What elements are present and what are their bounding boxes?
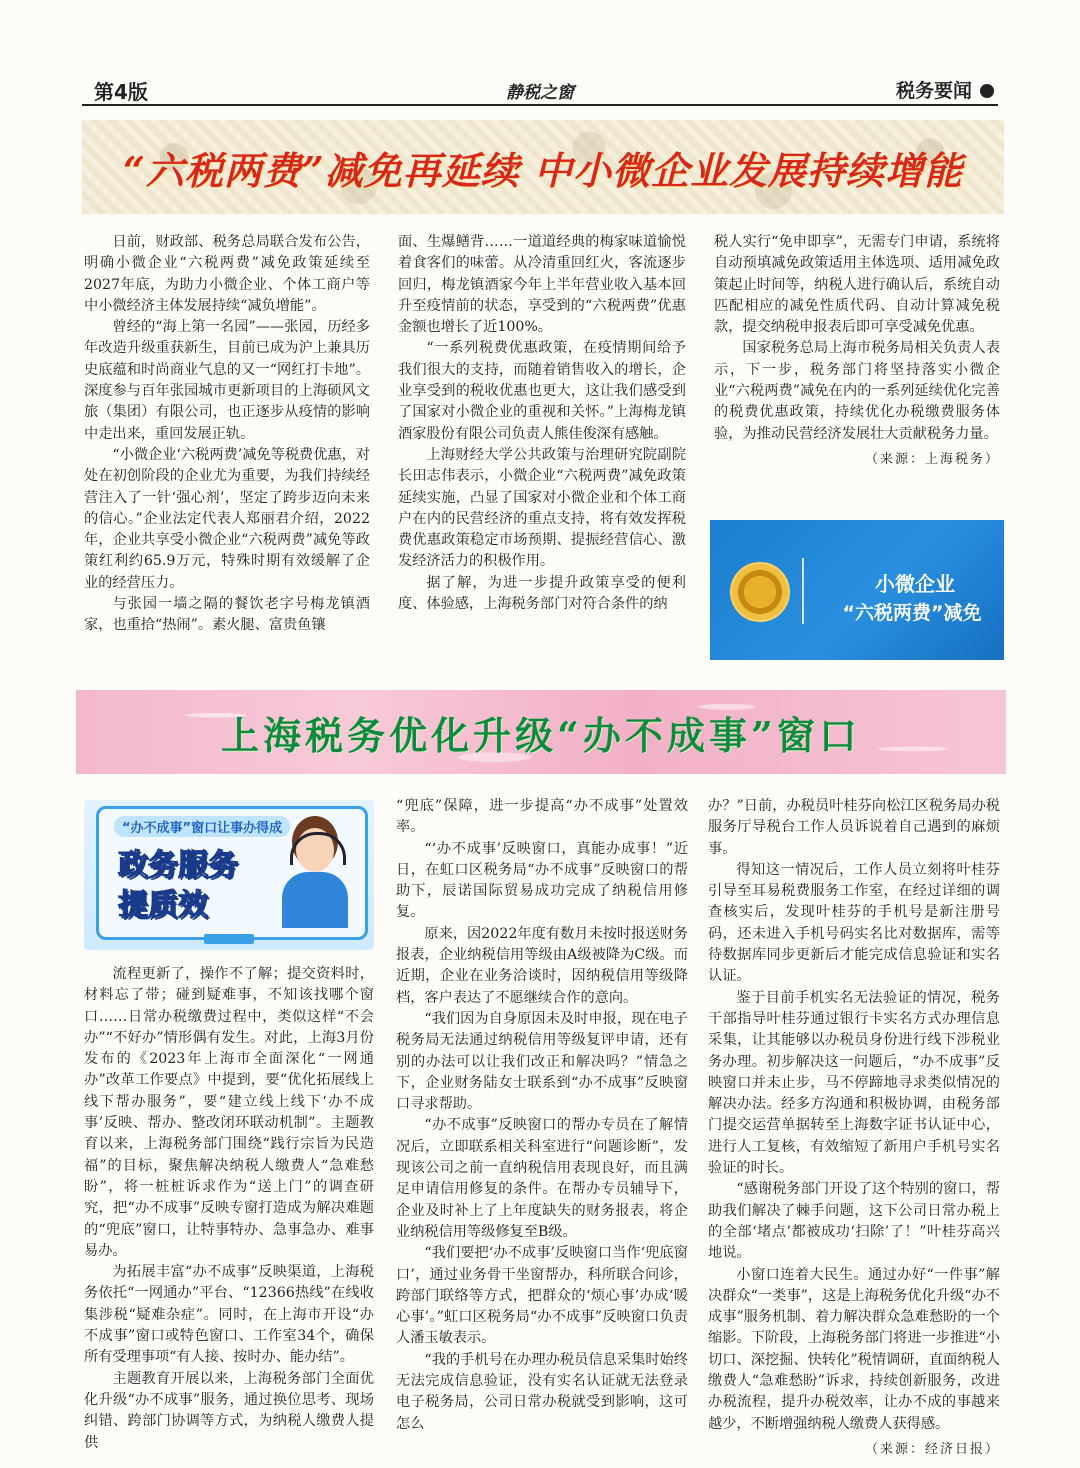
page-header: [82, 74, 998, 106]
masthead: 静税之窗: [506, 83, 574, 103]
paragraph: 税人实行“免申即享”，无需专门申请，系统将自动预填减免政策适用主体选项、适用减免政策起止时间等，纳税人进行确认后，系统自动匹配相应的减免性质代码、自动计算减免税款，提交纳税申报表后即可享受减免优惠。: [714, 234, 1000, 336]
paragraph: 主题教育开展以来，上海税务部门全面优化升级“办不成事”服务，通过换位思考、现场纠错、跨部门协调等方式，为纳税人缴费人提供: [84, 1370, 374, 1451]
paragraph: “我们要把‘办不成事’反映窗口当作‘兜底窗口’，通过业务骨干坐窗帮办，科所联合问诊，跨部门联络等方式，把群众的‘烦心事’办成‘暖心事’。”虹口区税务局“办不成事”反映窗口负责人潘玉敏表示。: [396, 1245, 688, 1347]
article2-column-3: [708, 796, 1000, 1460]
article2-source: （来源：经济日报）: [864, 1441, 1000, 1457]
illustration-tag: “办不成事”窗口让事办得成: [114, 816, 290, 837]
paragraph: 与张园一墙之隔的餐饮老字号梅龙镇酒家，也重拾“热闹”。素火腿、富贵鱼镶: [84, 596, 370, 634]
article1-title: “六税两费”减免再延续 中小微企业发展持续增能: [123, 147, 963, 193]
article1-column-1: [84, 232, 370, 637]
article1-banner: [82, 120, 1004, 214]
paragraph: 国家税务总局上海市税务局相关负责人表示，下一步，税务部门将坚持落实小微企业“六税两费”减免在内的一系列延续优化完善的税费优惠政策，持续优化办税缴费服务体验，为推动民营经济发展壮大贡献税务力量。: [714, 340, 1000, 442]
edition-number: 第4版: [94, 80, 148, 104]
service-illustration: [84, 800, 374, 950]
monitor-stand: [204, 934, 254, 944]
paragraph: 日前，财政部、税务总局联合发布公告，明确小微企业“六税两费”减免政策延续至2027年底，为助力小微企业、个体工商户等中小微经济主体发展持续“减负增能”。: [84, 234, 370, 314]
article2-banner: [76, 690, 1006, 774]
article2-title: 上海税务优化升级“办不成事”窗口: [221, 712, 861, 758]
customer-service-agent-icon: [280, 822, 350, 930]
article1-column-2: [398, 232, 686, 615]
article1-source: （来源：上海税务）: [864, 451, 1000, 467]
section-name: 税务要闻: [896, 76, 994, 103]
paragraph: 得知这一情况后，工作人员立刻将叶桂芬引导至耳易税费服务工作室，在经过详细的调查核实后，发现叶桂芬的手机号是新注册号码，还未进入手机号码实名比对数据库，需等待数据库同步更新后才能完成信息验证和实名认证。: [708, 861, 1000, 985]
paragraph: “小微企业‘六税两费’减免等税费优惠，对处在初创阶段的企业尤为重要，为我们持续经营注入了一针‘强心剂’，坚定了跨步迈向未来的信心。”企业法定代表人郑丽君介绍，2022年，企业共享受小微企业“六税两费”减免等政策红利约65.9万元，特殊时期有效缓解了企业的经营压力。: [84, 446, 370, 591]
promo-line-1: 小微企业: [875, 572, 955, 596]
paragraph: 曾经的“海上第一名园”——张园，历经多年改造升级重获新生，目前已成为沪上兼具历史底蕴和时尚商业气息的又一“网红打卡地”。深度参与百年张园城市更新项目的上海硕风文旅（集团）有限公司，也正逐步从疫情的影响中走出来，重回发展正轨。: [84, 319, 370, 442]
paragraph: 小窗口连着大民生。通过办好“一件事”解决群众“一类事”，这是上海税务优化升级“办不成事”服务机制、着力解决群众急难愁盼的一个缩影。下阶段，上海税务部门将进一步推进“小切口、深挖掘、快转化”税情调研，直面纳税人缴费人“急难愁盼”诉求，持续创新服务，改进办税流程，提升办税效率，让办不成的事越来越少，不断增强纳税人缴费人获得感。: [708, 1266, 1000, 1432]
paragraph: “我们因为自身原因未及时申报，现在电子税务局无法通过纳税信用等级复评申请，还有别的办法可以让我们改正和解决吗？”情急之下，企业财务陆女士联系到“办不成事”反映窗口寻求帮助。: [396, 1010, 688, 1113]
paragraph: “感谢税务部门开设了这个特别的窗口，帮助我们解决了棘手问题，这下公司日常办税上的全部‘堵点’都被成功‘扫除’了！”叶桂芬高兴地说。: [708, 1181, 1000, 1262]
bullet-icon: [980, 84, 994, 98]
promo-line-2: “六税两费”减免: [842, 602, 982, 624]
paragraph: “‘办不成事’反映窗口，真能办成事！”近日，在虹口区税务局“办不成事”反映窗口的帮助下，辰诺国际贸易成功完成了纳税信用修复。: [396, 840, 688, 921]
paragraph: 鉴于目前手机实名无法验证的情况，税务干部指导叶桂芬通过银行卡实名方式办理信息采集，让其能够以办税员身份进行线下涉税业务办理。初步解决这一问题后，“办不成事”反映窗口并未止步，马不停蹄地寻求类似情况的解决办法。经多方沟通和积极协调，由税务部门提交运营单据转至上海数字证书认证中心，进行人工复核，有效缩短了新用户手机号实名验证的时长。: [708, 989, 1000, 1177]
paragraph: “兜底”保障，进一步提高“办不成事”处置效率。: [396, 798, 688, 836]
paragraph: 办？”日前，办税员叶桂芬向松江区税务局办税服务厅导税台工作人员诉说着自己遇到的麻烦事。: [708, 798, 1000, 857]
illustration-line-2: 提质效: [118, 888, 208, 923]
paragraph: 上海财经大学公共政策与治理研究院副院长田志伟表示，小微企业“六税两费”减免政策延续实施，凸显了国家对小微企业和个体工商户在内的民营经济的重点支持，将有效发挥税费优惠政策稳定市场预期、提振经营信心、激发经济活力的积极作用。: [398, 446, 686, 570]
paragraph: 原来，因2022年度有数月未按时报送财务报表，企业纳税信用等级由A级被降为C级。而近期，企业在业务洽谈时，因纳税信用等级降档，客户表达了不愿继续合作的意向。: [396, 925, 688, 1006]
article1-column-3: [714, 232, 1000, 470]
paragraph: “办不成事”反映窗口的帮办专员在了解情况后，立即联系相关科室进行“问题诊断”，发现该公司之前一直纳税信用表现良好，而且满足申请信用修复的条件。在帮办专员辅导下，企业及时补上了上年度缺失的财务报表，将企业纳税信用等级修复至B级。: [396, 1117, 688, 1240]
paragraph: 流程更新了，操作不了解；提交资料时，材料忘了带；碰到疑难事，不知该找哪个窗口……日常办税缴费过程中，类似这样“不会办”“不好办”情形偶有发生。对此，上海3月份发布的《2023年上海市全面深化“一网通办”改革工作要点》中提到，要“优化拓展线上线下帮办服务”，要“建立线上线下‘办不成事’反映、帮办、整改闭环联动机制”。主题教育以来，上海税务部门围绕“践行宗旨为民造福”的目标，聚焦解决纳税人缴费人“急难愁盼”，将一桩桩诉求作为“送上门”的调查研究，把“办不成事”反映专窗打造成为解决难题的“兜底”窗口，让特事特办、急事急办、难事易办。: [84, 966, 374, 1259]
paragraph: 面、生爆鳝背……一道道经典的梅家味道愉悦着食客们的味蕾。从冷清重回红火，客流逐步回归，梅龙镇酒家今年上半年营业收入基本回升至疫情前的状态，享受到的“六税两费”优惠金额也增长了近100%。: [398, 234, 686, 336]
article2-column-1: [84, 964, 374, 1454]
paragraph: 为拓展丰富“办不成事”反映渠道，上海税务依托“一网通办”平台、“12366热线”在线收集涉税“疑难杂症”。同时，在上海市开设“办不成事”窗口或特色窗口、工作室34个，确保所有受理事项“有人接、按时办、能办结”。: [84, 1264, 374, 1366]
paragraph: “一系列税费优惠政策，在疫情期间给予我们很大的支持，而随着销售收入的增长，企业享受到的税收优惠也更大，这让我们感受到了国家对小微企业的重视和关怀。”上海梅龙镇酒家股份有限公司负责人熊佳俊深有感触。: [398, 340, 686, 442]
divider: [802, 558, 804, 624]
tax-emblem-icon: [730, 562, 790, 622]
article2-column-2: [396, 796, 688, 1435]
illustration-line-1: 政务服务: [118, 848, 238, 883]
policy-promo-image: [710, 520, 1004, 660]
paragraph: “我的手机号在办理办税员信息采集时始终无法完成信息验证，没有实名认证就无法登录电子税务局，公司日常办税就受到影响，这可怎么: [396, 1351, 688, 1432]
paragraph: 据了解，为进一步提升政策享受的便利度、体验感，上海税务部门对符合条件的纳: [398, 574, 686, 613]
